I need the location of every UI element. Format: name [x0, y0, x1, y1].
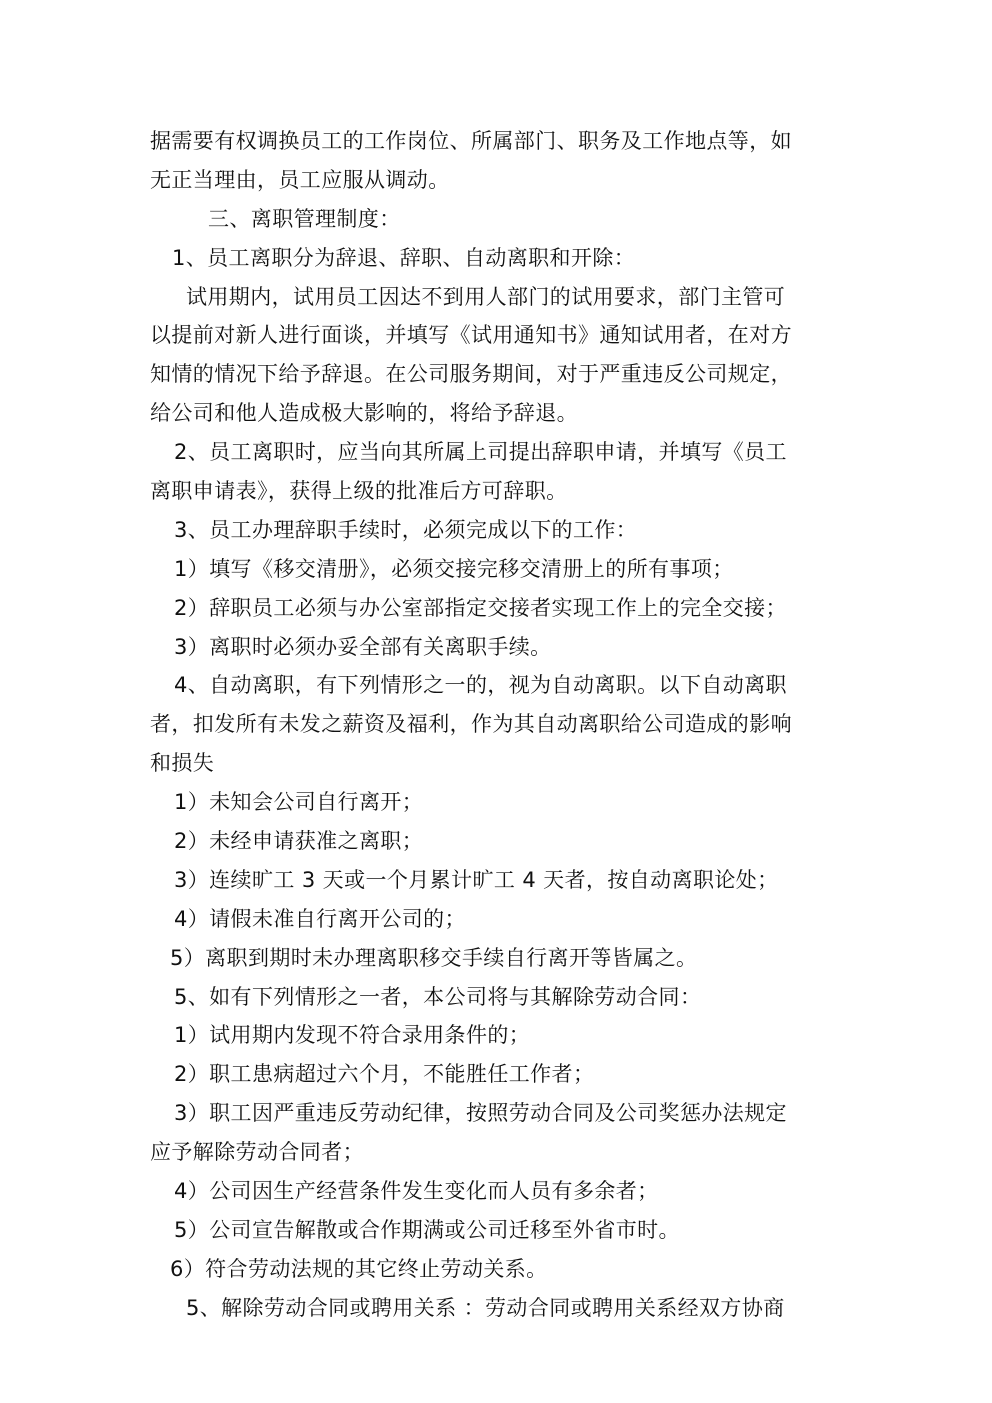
- paragraph-line: 无正当理由，员工应服从调动。: [150, 167, 450, 192]
- list-item: 2）职工患病超过六个月，不能胜任工作者；: [174, 1062, 595, 1087]
- list-item: 1）未知会公司自行离开；: [174, 790, 424, 815]
- list-item: 3、员工办理辞职手续时，必须完成以下的工作：: [174, 517, 638, 542]
- paragraph-line: 离职申请表》，获得上级的批准后方可辞职。: [150, 479, 568, 504]
- list-item: 3）职工因严重违反劳动纪律，按照劳动合同及公司奖惩办法规定: [174, 1101, 787, 1126]
- list-item: 4）请假未准自行离开公司的；: [174, 906, 466, 931]
- paragraph-line: 试用期内，试用员工因达不到用人部门的试用要求，部门主管可: [186, 284, 786, 309]
- paragraph-line: 者，扣发所有未发之薪资及福利，作为其自动离职给公司造成的影响: [150, 712, 792, 737]
- paragraph-line: 给公司和他人造成极大影响的，将给予辞退。: [150, 401, 578, 426]
- list-item: 6）符合劳动法规的其它终止劳动关系。: [170, 1256, 548, 1281]
- list-item: 2）未经申请获准之离职；: [174, 829, 424, 854]
- section-heading: 三、离职管理制度：: [208, 206, 401, 231]
- list-item: 5、如有下列情形之一者，本公司将与其解除劳动合同：: [174, 984, 702, 1009]
- list-item: 1、员工离职分为辞退、辞职、自动离职和开除：: [172, 245, 636, 270]
- paragraph-line: 应予解除劳动合同者；: [150, 1140, 364, 1165]
- paragraph-line: 知情的情况下给予辞退。在公司服务期间，对于严重违反公司规定，: [150, 362, 792, 387]
- list-item: 3）连续旷工 3 天或一个月累计旷工 4 天者，按自动离职论处；: [174, 867, 779, 892]
- list-item: 5、解除劳动合同或聘用关系 ：劳动合同或聘用关系经双方协商: [186, 1295, 785, 1320]
- list-item: 2）辞职员工必须与办公室部指定交接者实现工作上的完全交接；: [174, 595, 787, 620]
- list-item: 1）填写《移交清册》，必须交接完移交清册上的所有事项；: [174, 556, 734, 581]
- list-item: 4、自动离职，有下列情形之一的，视为自动离职。以下自动离职: [174, 673, 787, 698]
- paragraph-line: 和损失: [150, 751, 215, 776]
- list-item: 5）公司宣告解散或合作期满或公司迁移至外省市时。: [174, 1217, 680, 1242]
- list-item: 5）离职到期时未办理离职移交手续自行离开等皆属之。: [170, 945, 698, 970]
- document-page: [150, 122, 850, 1328]
- list-item: 2、员工离职时，应当向其所属上司提出辞职申请，并填写《员工: [174, 440, 787, 465]
- list-item: 1）试用期内发现不符合录用条件的；: [174, 1023, 531, 1048]
- paragraph-line: 据需要有权调换员工的工作岗位、所属部门、职务及工作地点等，如: [150, 129, 792, 153]
- list-item: 4）公司因生产经营条件发生变化而人员有多余者；: [174, 1179, 659, 1204]
- paragraph-line: 以提前对新人进行面谈，并填写《试用通知书》通知试用者，在对方: [150, 323, 792, 348]
- list-item: 3）离职时必须办妥全部有关离职手续。: [174, 634, 552, 659]
